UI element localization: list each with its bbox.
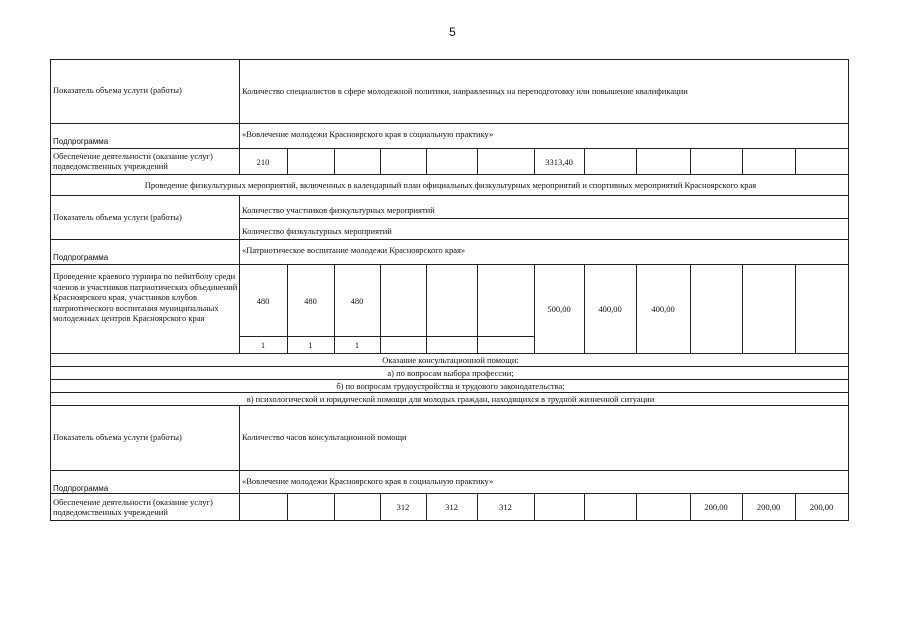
grid-line (50, 148, 848, 149)
grid-line (380, 493, 381, 520)
subprogram-label: Подпрограмма (53, 484, 109, 493)
subprogram-label: Подпрограмма (53, 253, 109, 262)
row-label: Обеспечение деятельности (оказание услуг) подведомственных учреждений (53, 151, 213, 171)
consult-item: в) психологической и юридической помощи для молодых граждан, находящихся в трудной жизненной ситуации (246, 394, 655, 404)
grid-line (636, 264, 637, 353)
table-cell: 200,00 (704, 502, 728, 512)
grid-line (584, 264, 585, 353)
grid-line (50, 123, 848, 124)
indicator-text: Количество часов консультационной помощи (242, 432, 407, 442)
grid-line (380, 148, 381, 174)
grid-line (636, 148, 637, 174)
grid-line (477, 264, 478, 353)
subprogram-name: «Вовлечение молодежи Красноярского края в социальную практику» (242, 129, 494, 139)
row-label: Проведение краевого турнира по пейнтболу среди членов и участников патриотических объединений Красноярского края, участников клубов патриотического воспитания муниципальных молодежных центров Красноярского края (53, 271, 238, 324)
grid-line (50, 470, 848, 471)
grid-line (584, 148, 585, 174)
grid-line (50, 174, 848, 175)
grid-line (795, 493, 796, 520)
grid-line (50, 520, 848, 521)
subprogram-label: Подпрограмма (53, 137, 109, 146)
table-cell: 400,00 (598, 304, 622, 314)
grid-line (287, 493, 288, 520)
grid-line (239, 59, 240, 174)
grid-line (50, 239, 848, 240)
grid-line (795, 148, 796, 174)
section-heading: Проведение физкультурных мероприятий, включенных в календарный план официальных физкультурных мероприятий и спортивных мероприятий Красноярского края (144, 180, 757, 190)
row-label: Обеспечение деятельности (оказание услуг) подведомственных учреждений (53, 497, 213, 517)
grid-line (334, 493, 335, 520)
grid-line (426, 148, 427, 174)
grid-line (50, 264, 848, 265)
indicator-text: Количество специалистов в сфере молодежной политики, направленных на переподготовку или повышение квалификации (242, 86, 688, 96)
indicator-label: Показатель объема услуги (работы) (53, 432, 182, 442)
grid-line (477, 493, 478, 520)
table-cell: 480 (304, 296, 317, 306)
consult-item: б) по вопросам трудоустройства и трудового законодательства; (336, 381, 565, 391)
table-cell: 500,00 (547, 304, 571, 314)
grid-line (239, 195, 240, 353)
grid-line (690, 493, 691, 520)
grid-line (239, 218, 848, 219)
table-cell: 3313,40 (545, 157, 573, 167)
table-cell: 200,00 (809, 502, 834, 512)
table-cell: 1 (354, 340, 360, 350)
grid-line (287, 264, 288, 353)
grid-line (534, 493, 535, 520)
table-cell: 1 (308, 340, 313, 350)
grid-line (426, 493, 427, 520)
grid-line (534, 148, 535, 174)
grid-line (534, 264, 535, 353)
indicator-label: Показатель объема услуги (работы) (53, 212, 182, 222)
grid-line (584, 493, 585, 520)
table-cell: 200,00 (756, 502, 781, 512)
grid-line (50, 405, 848, 406)
grid-line (742, 264, 743, 353)
grid-line (690, 148, 691, 174)
grid-line (50, 59, 848, 60)
grid-line (50, 379, 848, 380)
grid-line (742, 493, 743, 520)
grid-line (50, 366, 848, 367)
grid-line (380, 264, 381, 353)
grid-line (287, 148, 288, 174)
grid-line (239, 405, 240, 520)
grid-line (690, 264, 691, 353)
grid-line (50, 59, 51, 521)
consult-item: а) по вопросам выбора профессии; (387, 368, 514, 378)
subprogram-name: «Патриотическое воспитание молодежи Красноярского края» (242, 245, 466, 255)
table-cell: 480 (256, 296, 270, 306)
table-cell: 1 (260, 340, 266, 350)
grid-line (50, 353, 848, 354)
grid-line (426, 264, 427, 353)
grid-line (239, 336, 534, 337)
consult-heading: Оказание консультационной помощи: (382, 355, 519, 365)
grid-line (477, 148, 478, 174)
grid-line (848, 59, 849, 521)
grid-line (50, 392, 848, 393)
indicator-label: Показатель объема услуги (работы) (53, 85, 182, 95)
grid-line (50, 493, 848, 494)
subprogram-name: «Вовлечение молодежи Красноярского края в социальную практику» (242, 476, 494, 486)
table-cell: 312 (499, 502, 512, 512)
grid-line (742, 148, 743, 174)
indicator-text: Количество физкультурных мероприятий (242, 226, 392, 236)
table-cell: 480 (350, 296, 364, 306)
table-cell: 312 (445, 502, 458, 512)
grid-line (334, 148, 335, 174)
indicator-text: Количество участников физкультурных мероприятий (242, 205, 435, 215)
page-number: 5 (449, 25, 456, 39)
grid-line (636, 493, 637, 520)
table-cell: 210 (256, 157, 270, 167)
grid-line (50, 195, 848, 196)
table-cell: 400,00 (651, 304, 675, 314)
grid-line (795, 264, 796, 353)
grid-line (334, 264, 335, 353)
table-cell: 312 (396, 502, 410, 512)
